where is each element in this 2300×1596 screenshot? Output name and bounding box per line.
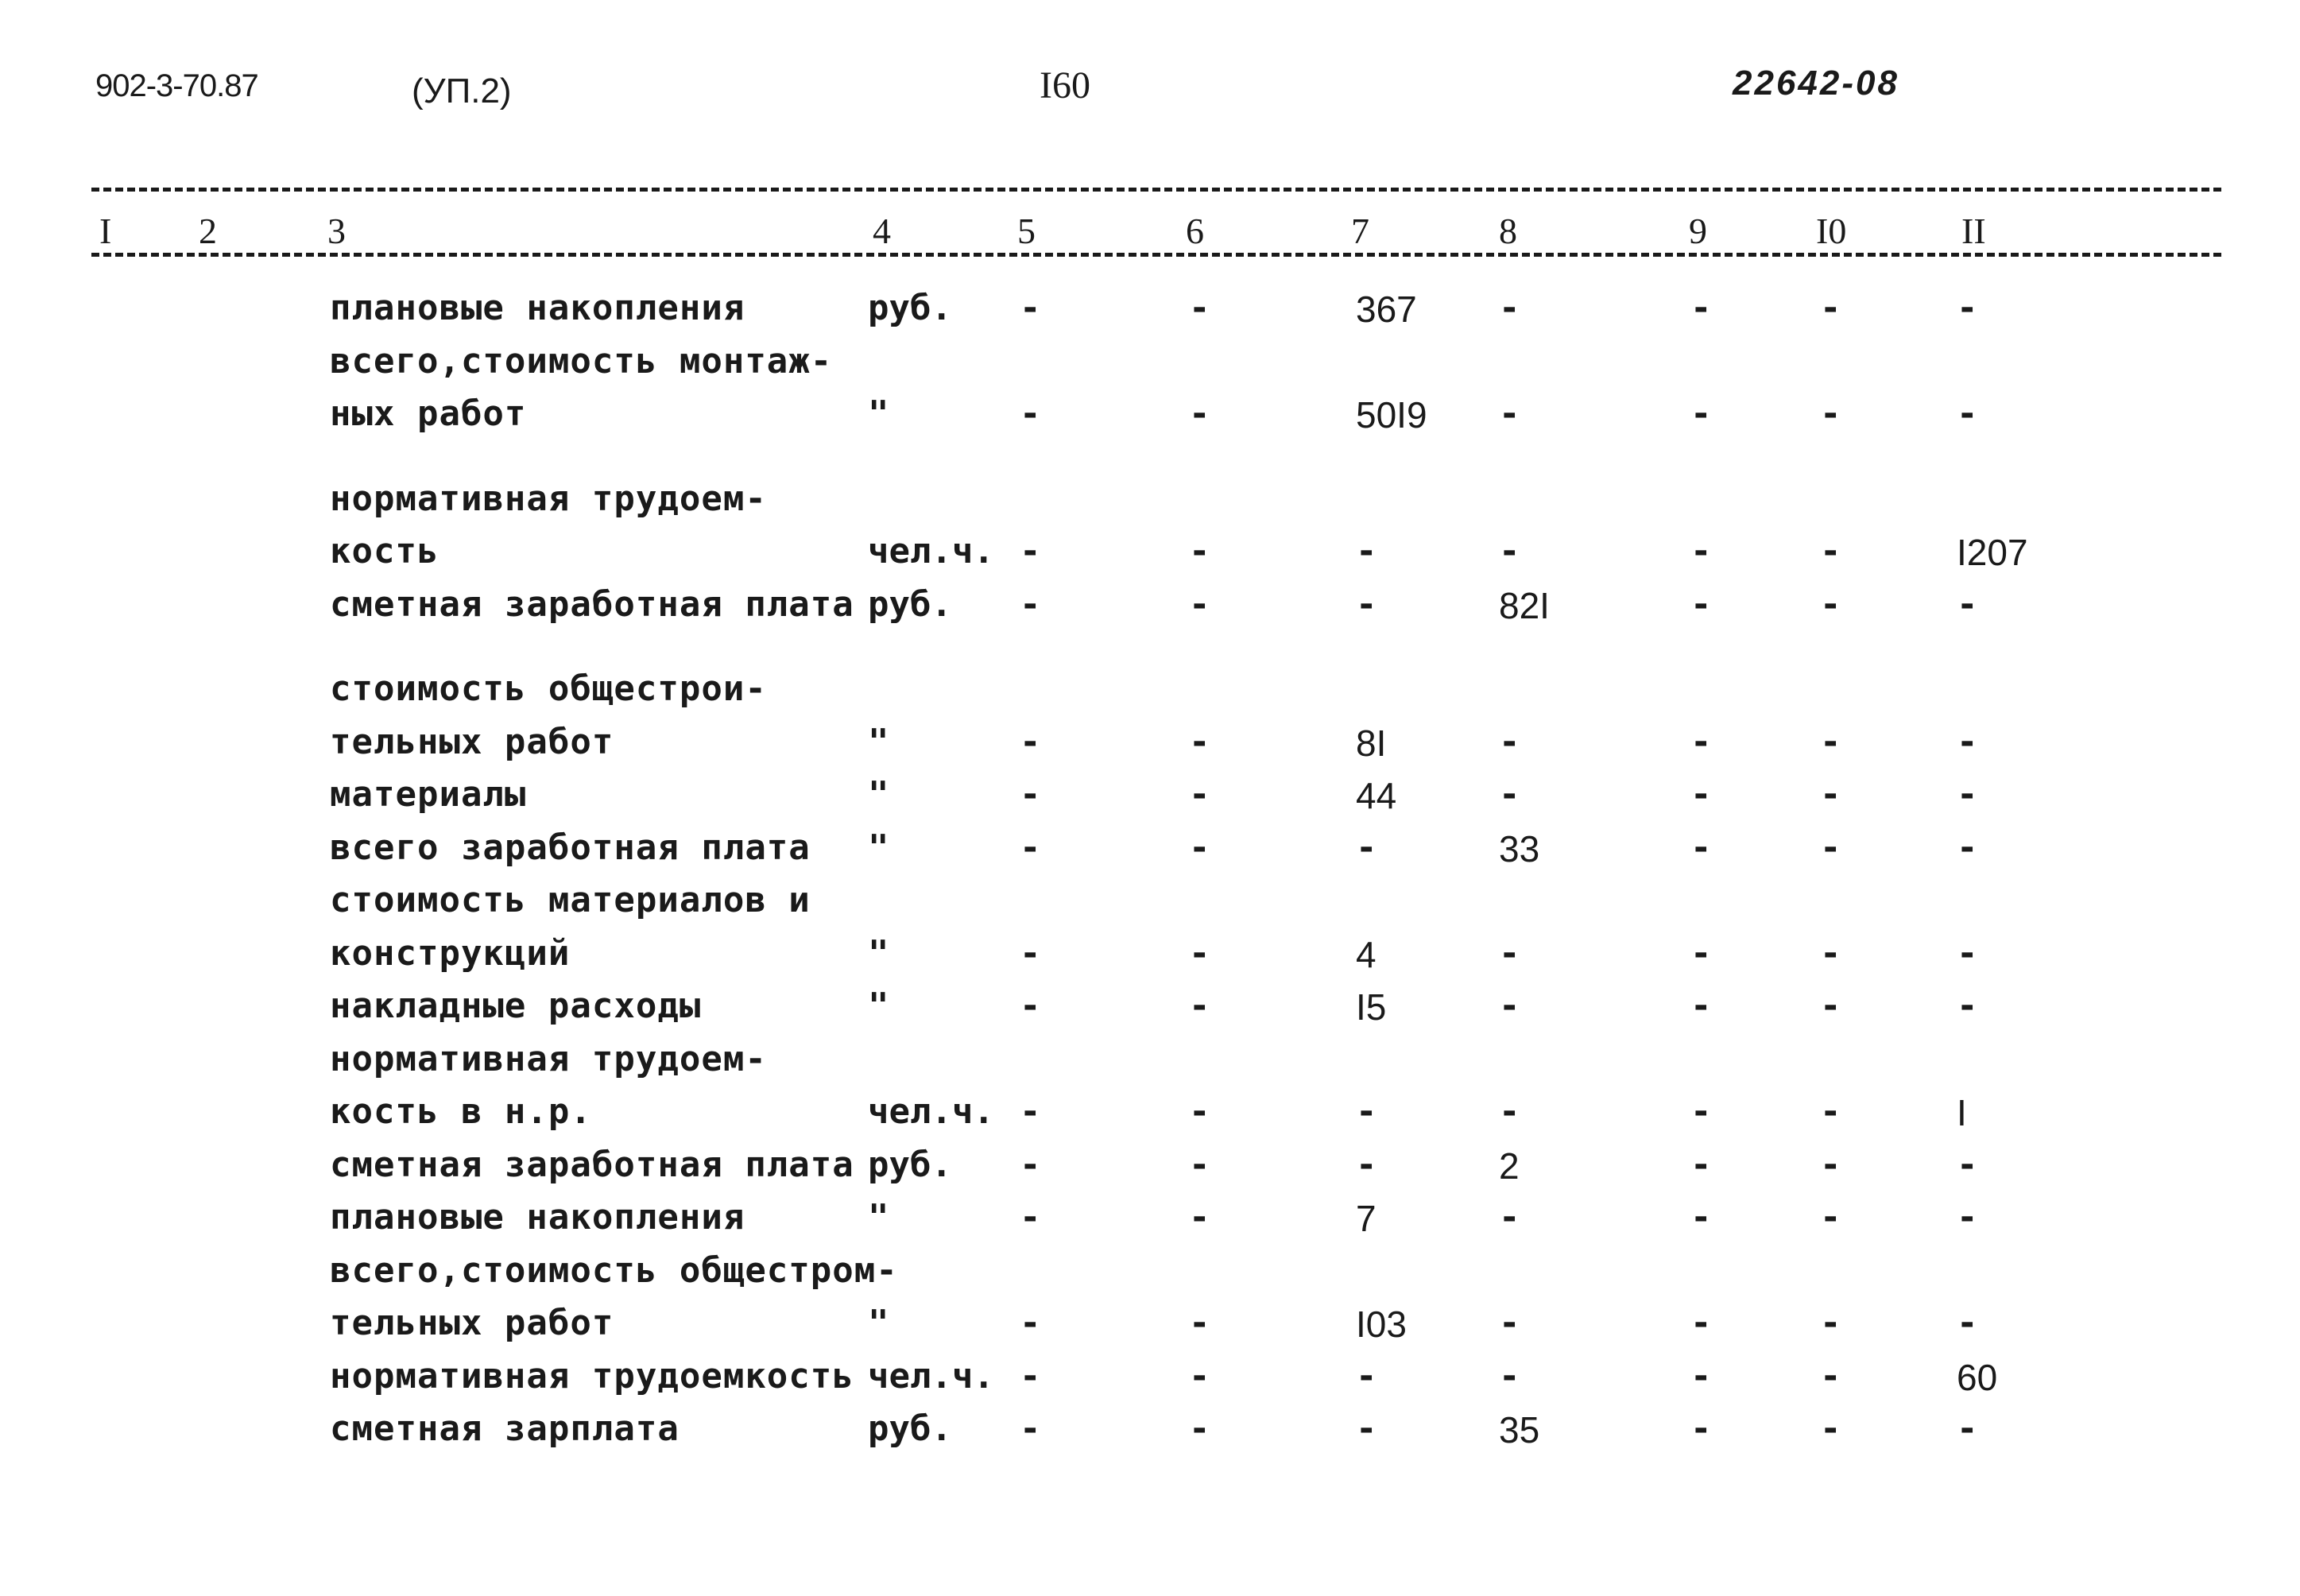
- value-cell: -: [1820, 1091, 1841, 1132]
- row-label: плановые накопления: [330, 288, 745, 328]
- row-label: всего,стоимость монтаж-: [330, 340, 833, 382]
- unit-cell: ": [868, 774, 889, 815]
- value-cell: -: [1020, 1355, 1041, 1396]
- column-number: 5: [1017, 211, 1036, 251]
- value-cell: -: [1189, 774, 1210, 815]
- value-cell: -: [1690, 1144, 1712, 1185]
- value-cell: 44: [1356, 775, 1397, 816]
- value-cell: -: [1690, 531, 1712, 571]
- value-cell: -: [1957, 393, 1978, 434]
- value-cell: -: [1690, 288, 1712, 328]
- top-dashed-rule: [91, 188, 2221, 192]
- value-cell: I03: [1356, 1304, 1407, 1345]
- value-cell: -: [1189, 1091, 1210, 1132]
- row-label: сметная заработная плата: [330, 583, 854, 625]
- unit-cell: ": [868, 721, 889, 762]
- value-cell: -: [1189, 1197, 1210, 1238]
- value-cell: I207: [1957, 532, 2028, 573]
- value-cell: -: [1957, 827, 1978, 868]
- value-cell: -: [1690, 1355, 1712, 1396]
- value-cell: -: [1020, 1408, 1041, 1449]
- value-cell: -: [1499, 1303, 1520, 1343]
- value-cell: -: [1189, 827, 1210, 868]
- row-label: сметная зарплата: [330, 1408, 680, 1449]
- value-cell: 2: [1499, 1145, 1520, 1187]
- unit-cell: ": [868, 827, 889, 868]
- row-label: конструкций: [330, 932, 571, 974]
- row-label: стоимость общестрои-: [330, 668, 767, 709]
- value-cell: -: [1820, 393, 1841, 434]
- value-cell: -: [1690, 827, 1712, 868]
- column-number: 9: [1689, 211, 1707, 251]
- row-label: стоимость материалов и: [330, 880, 811, 920]
- value-cell: 50I9: [1356, 394, 1427, 436]
- value-cell: -: [1020, 393, 1041, 434]
- value-cell: -: [1820, 1197, 1841, 1238]
- document-code: 902-3-70.87: [95, 68, 258, 103]
- unit-cell: ": [868, 1303, 889, 1343]
- value-cell: -: [1499, 1355, 1520, 1396]
- archive-number: 22642-08: [1733, 64, 1899, 103]
- unit-cell: ": [868, 393, 889, 434]
- value-cell: -: [1957, 721, 1978, 762]
- row-label: кость в н.р.: [330, 1091, 592, 1132]
- row-label: нормативная трудоем-: [330, 1038, 767, 1079]
- unit-cell: руб.: [868, 1408, 952, 1449]
- value-cell: -: [1189, 932, 1210, 974]
- value-cell: -: [1957, 1303, 1978, 1343]
- unit-cell: ": [868, 932, 889, 974]
- value-cell: -: [1189, 288, 1210, 328]
- value-cell: -: [1690, 986, 1712, 1026]
- value-cell: -: [1189, 393, 1210, 434]
- value-cell: -: [1020, 1197, 1041, 1238]
- value-cell: 35: [1499, 1409, 1540, 1451]
- row-label: материалы: [330, 774, 527, 815]
- column-number: I0: [1816, 211, 1847, 251]
- value-cell: -: [1957, 1408, 1978, 1449]
- value-cell: -: [1189, 721, 1210, 762]
- value-cell: -: [1020, 1144, 1041, 1185]
- row-label: всего заработная плата: [330, 827, 811, 868]
- value-cell: -: [1356, 1355, 1377, 1396]
- value-cell: -: [1820, 1355, 1841, 1396]
- value-cell: -: [1020, 721, 1041, 762]
- value-cell: -: [1820, 1144, 1841, 1185]
- value-cell: -: [1356, 1144, 1377, 1185]
- value-cell: -: [1020, 774, 1041, 815]
- value-cell: 8I: [1356, 722, 1387, 764]
- value-cell: -: [1820, 1303, 1841, 1343]
- row-label: кость: [330, 531, 439, 571]
- column-number: 4: [873, 211, 891, 251]
- value-cell: -: [1690, 1091, 1712, 1132]
- column-number: 3: [327, 211, 346, 251]
- value-cell: 367: [1356, 289, 1417, 330]
- value-cell: -: [1020, 288, 1041, 328]
- value-cell: -: [1957, 288, 1978, 328]
- value-cell: -: [1189, 1303, 1210, 1343]
- value-cell: -: [1189, 531, 1210, 571]
- column-number: 6: [1186, 211, 1204, 251]
- value-cell: -: [1356, 531, 1377, 571]
- value-cell: -: [1957, 1197, 1978, 1238]
- value-cell: 60: [1957, 1356, 1998, 1398]
- column-number: I: [99, 211, 112, 251]
- unit-cell: чел.ч.: [868, 1091, 994, 1132]
- value-cell: -: [1020, 986, 1041, 1026]
- column-number: 7: [1351, 211, 1369, 251]
- value-cell: -: [1189, 1408, 1210, 1449]
- value-cell: I5: [1356, 986, 1387, 1028]
- value-cell: -: [1957, 986, 1978, 1026]
- value-cell: -: [1020, 932, 1041, 974]
- value-cell: -: [1820, 827, 1841, 868]
- unit-cell: ": [868, 986, 889, 1026]
- value-cell: 82I: [1499, 584, 1550, 626]
- page-number: I60: [1040, 64, 1090, 107]
- value-cell: -: [1690, 1303, 1712, 1343]
- value-cell: -: [1690, 774, 1712, 815]
- value-cell: 33: [1499, 827, 1540, 870]
- value-cell: -: [1499, 1091, 1520, 1132]
- unit-cell: руб.: [868, 583, 952, 625]
- unit-cell: руб.: [868, 288, 952, 328]
- value-cell: -: [1356, 583, 1377, 625]
- unit-cell: чел.ч.: [868, 531, 994, 571]
- value-cell: -: [1020, 583, 1041, 625]
- value-cell: -: [1499, 774, 1520, 815]
- value-cell: -: [1020, 1303, 1041, 1343]
- value-cell: -: [1020, 1091, 1041, 1132]
- value-cell: -: [1189, 986, 1210, 1026]
- row-label: ных работ: [330, 393, 527, 434]
- row-label: тельных работ: [330, 1303, 614, 1343]
- value-cell: -: [1690, 932, 1712, 974]
- column-number: 8: [1499, 211, 1517, 251]
- value-cell: -: [1820, 583, 1841, 625]
- value-cell: -: [1957, 1144, 1978, 1185]
- value-cell: -: [1189, 583, 1210, 625]
- unit-cell: ": [868, 1197, 889, 1238]
- value-cell: -: [1499, 986, 1520, 1026]
- value-cell: -: [1690, 1408, 1712, 1449]
- row-label: тельных работ: [330, 721, 614, 762]
- value-cell: -: [1820, 932, 1841, 974]
- value-cell: -: [1820, 774, 1841, 815]
- value-cell: -: [1499, 1197, 1520, 1238]
- value-cell: -: [1957, 774, 1978, 815]
- value-cell: -: [1820, 531, 1841, 571]
- value-cell: -: [1820, 721, 1841, 762]
- value-cell: I: [1957, 1092, 1967, 1133]
- value-cell: -: [1189, 1355, 1210, 1396]
- value-cell: -: [1499, 531, 1520, 571]
- header-dashed-rule: [91, 253, 2221, 257]
- row-label: всего,стоимость общестром-: [330, 1249, 898, 1291]
- value-cell: -: [1499, 393, 1520, 434]
- value-cell: -: [1020, 827, 1041, 868]
- value-cell: 4: [1356, 933, 1377, 975]
- value-cell: 7: [1356, 1198, 1377, 1239]
- value-cell: -: [1356, 827, 1377, 868]
- value-cell: -: [1499, 288, 1520, 328]
- value-cell: -: [1820, 1408, 1841, 1449]
- value-cell: -: [1356, 1408, 1377, 1449]
- value-cell: -: [1690, 1197, 1712, 1238]
- value-cell: -: [1690, 721, 1712, 762]
- row-label: плановые накопления: [330, 1197, 745, 1238]
- unit-cell: чел.ч.: [868, 1355, 994, 1396]
- column-number: II: [1961, 211, 1986, 251]
- value-cell: -: [1499, 932, 1520, 974]
- value-cell: -: [1820, 288, 1841, 328]
- value-cell: -: [1499, 721, 1520, 762]
- row-label: накладные расходы: [330, 986, 702, 1026]
- value-cell: -: [1189, 1144, 1210, 1185]
- value-cell: -: [1690, 583, 1712, 625]
- value-cell: -: [1957, 583, 1978, 625]
- section-code: (УП.2): [412, 72, 512, 110]
- value-cell: -: [1690, 393, 1712, 434]
- value-cell: -: [1356, 1091, 1377, 1132]
- row-label: нормативная трудоем-: [330, 478, 767, 519]
- value-cell: -: [1957, 932, 1978, 974]
- value-cell: -: [1820, 986, 1841, 1026]
- unit-cell: руб.: [868, 1144, 952, 1185]
- row-label: сметная заработная плата: [330, 1144, 854, 1185]
- column-number: 2: [199, 211, 217, 251]
- value-cell: -: [1020, 531, 1041, 571]
- row-label: нормативная трудоемкость: [330, 1355, 854, 1396]
